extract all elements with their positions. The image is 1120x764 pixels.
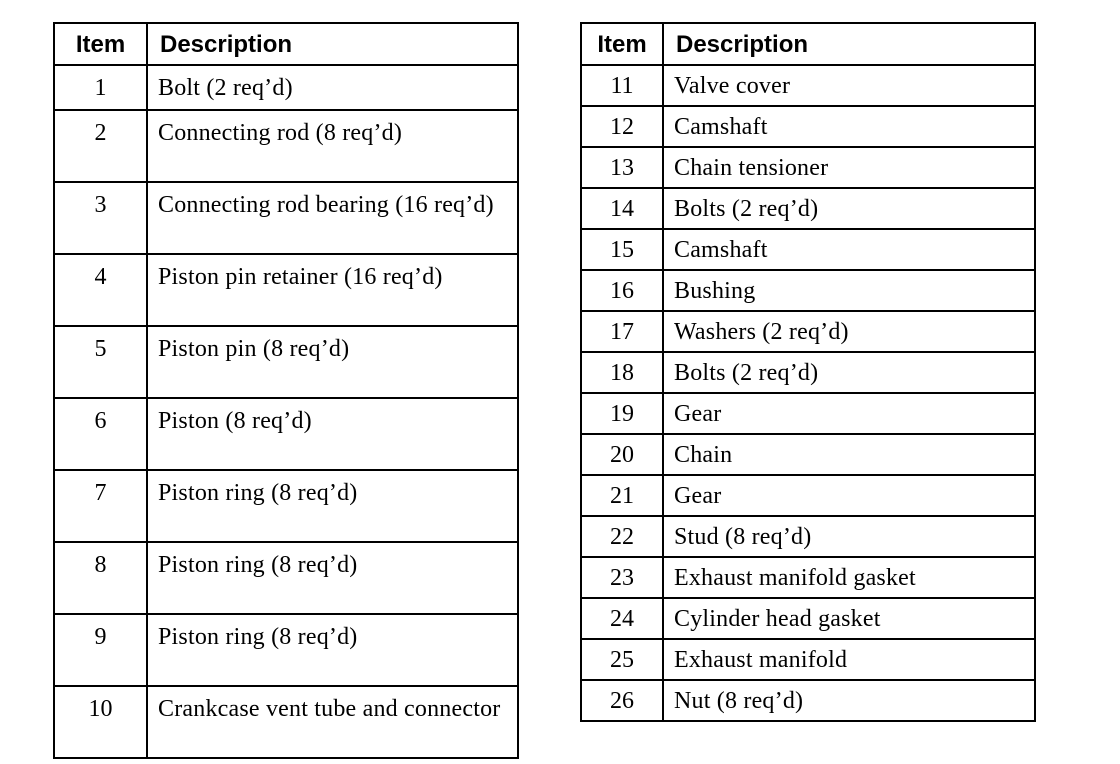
table-row (54, 110, 518, 182)
item-description: Bolt (2 req’d) (147, 65, 518, 110)
table-row (54, 398, 518, 470)
item-description: Cylinder head gasket (663, 598, 1035, 639)
table-row (581, 270, 1035, 311)
table-row (54, 182, 518, 254)
table-row (581, 639, 1035, 680)
table-row (581, 106, 1035, 147)
item-number: 23 (581, 557, 663, 598)
item-description: Piston ring (8 req’d) (147, 614, 518, 686)
parts-table-left (53, 22, 519, 759)
table-row (581, 680, 1035, 721)
table-row (581, 65, 1035, 106)
table-row (581, 434, 1035, 475)
item-description: Piston (8 req’d) (147, 398, 518, 470)
item-number: 1 (54, 65, 147, 110)
item-number: 26 (581, 680, 663, 721)
item-description: Bushing (663, 270, 1035, 311)
item-description: Piston ring (8 req’d) (147, 542, 518, 614)
item-number: 16 (581, 270, 663, 311)
table-row (581, 598, 1035, 639)
table-row (54, 542, 518, 614)
parts-table-right (580, 22, 1036, 722)
item-number: 20 (581, 434, 663, 475)
item-number: 13 (581, 147, 663, 188)
item-description: Washers (2 req’d) (663, 311, 1035, 352)
item-number: 17 (581, 311, 663, 352)
item-description: Piston ring (8 req’d) (147, 470, 518, 542)
item-number: 24 (581, 598, 663, 639)
item-description: Connecting rod bearing (16 req’d) (147, 182, 518, 254)
table-header-row (54, 23, 518, 65)
item-description: Exhaust manifold (663, 639, 1035, 680)
item-description: Camshaft (663, 106, 1035, 147)
table-row (581, 393, 1035, 434)
item-description: Gear (663, 393, 1035, 434)
item-description: Chain tensioner (663, 147, 1035, 188)
item-number: 3 (54, 182, 147, 254)
item-description: Chain (663, 434, 1035, 475)
table-header-row (581, 23, 1035, 65)
item-number: 14 (581, 188, 663, 229)
column-header-item: Item (54, 23, 147, 65)
item-number: 4 (54, 254, 147, 326)
item-number: 22 (581, 516, 663, 557)
item-number: 15 (581, 229, 663, 270)
table-row (581, 352, 1035, 393)
item-number: 19 (581, 393, 663, 434)
item-number: 5 (54, 326, 147, 398)
table-row (54, 686, 518, 758)
item-number: 18 (581, 352, 663, 393)
item-number: 8 (54, 542, 147, 614)
item-description: Piston pin retainer (16 req’d) (147, 254, 518, 326)
table-row (54, 326, 518, 398)
item-description: Exhaust manifold gasket (663, 557, 1035, 598)
column-header-description: Description (663, 23, 1035, 65)
item-description: Valve cover (663, 65, 1035, 106)
table-row (581, 475, 1035, 516)
item-description: Crankcase vent tube and connector (147, 686, 518, 758)
table-row (54, 614, 518, 686)
item-number: 9 (54, 614, 147, 686)
column-header-description: Description (147, 23, 518, 65)
table-row (54, 65, 518, 110)
table-row (581, 311, 1035, 352)
table-row (581, 516, 1035, 557)
table-row (54, 254, 518, 326)
item-number: 2 (54, 110, 147, 182)
item-description: Bolts (2 req’d) (663, 352, 1035, 393)
item-number: 21 (581, 475, 663, 516)
item-description: Bolts (2 req’d) (663, 188, 1035, 229)
item-number: 11 (581, 65, 663, 106)
item-description: Connecting rod (8 req’d) (147, 110, 518, 182)
item-description: Gear (663, 475, 1035, 516)
item-number: 12 (581, 106, 663, 147)
item-number: 10 (54, 686, 147, 758)
table-row (581, 147, 1035, 188)
item-number: 25 (581, 639, 663, 680)
table-row (581, 188, 1035, 229)
table-row (581, 229, 1035, 270)
item-description: Stud (8 req’d) (663, 516, 1035, 557)
column-header-item: Item (581, 23, 663, 65)
item-description: Camshaft (663, 229, 1035, 270)
item-number: 7 (54, 470, 147, 542)
table-row (581, 557, 1035, 598)
item-number: 6 (54, 398, 147, 470)
table-row (54, 470, 518, 542)
item-description: Nut (8 req’d) (663, 680, 1035, 721)
item-description: Piston pin (8 req’d) (147, 326, 518, 398)
